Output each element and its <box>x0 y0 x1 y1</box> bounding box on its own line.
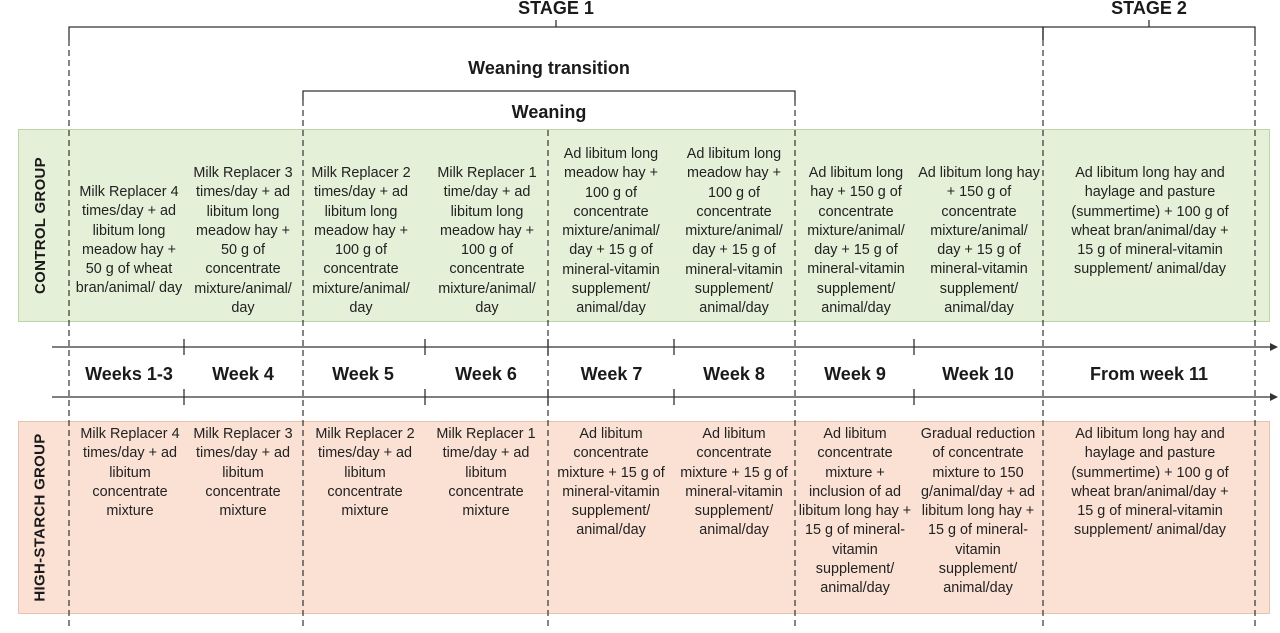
weaning-title: Weaning <box>511 102 587 122</box>
high-starch-diet-cell: Ad libitum concentrate mixture + inclusion of ad libitum long hay + 15 g of mineral-vitamin supplement/ animal/day <box>798 426 912 597</box>
weaning-transition-bracket <box>303 91 795 100</box>
high-starch-diet-cell: Ad libitum long hay and haylage and pasture (summertime) + 100 g of wheat bran/animal/day + 15 g of mineral-vitamin supplement/ animal/day <box>1071 426 1229 539</box>
high-starch-diet-cell: Ad libitum concentrate mixture + 15 g of mineral-vitamin supplement/ animal/day <box>557 426 665 539</box>
high-starch-diet-cell: Gradual reduction of concentrate mixture to 150 g/animal/day + ad libitum long hay + 15 g of mineral-vitamin supplement/ animal/day <box>920 426 1036 597</box>
control-diet-cell: Milk Replacer 1 time/day + ad libitum long meadow hay + 100 g of concentrate mixture/animal/ day <box>437 165 537 317</box>
week-label: Week 4 <box>212 364 274 384</box>
week-label: Week 10 <box>942 364 1014 384</box>
week-label: Week 5 <box>332 364 394 384</box>
week-label: From week 11 <box>1089 364 1209 384</box>
high-starch-diet-cell: Milk Replacer 4 times/day + ad libitum concentrate mixture <box>80 426 180 520</box>
week-label: Week 6 <box>455 364 517 384</box>
high-starch-diet-cell: Milk Replacer 1 time/day + ad libitum concentrate mixture <box>436 426 536 520</box>
timeline-arrow-top <box>1270 343 1278 351</box>
control-diet-cell: Milk Replacer 2 times/day + ad libitum long meadow hay + 100 g of concentrate mixture/animal/ day <box>311 165 411 317</box>
control-diet-cell: Ad libitum long meadow hay + 100 g of concentrate mixture/animal/ day + 15 g of mineral-vitamin supplement/ animal/day <box>562 146 660 317</box>
control-diet-cell: Ad libitum long hay and haylage and pasture (summertime) + 100 g of wheat bran/animal/day + 15 g of mineral-vitamin supplement/ animal/day <box>1071 165 1229 278</box>
stage2-bracket <box>1043 27 1255 40</box>
stage2-title: STAGE 2 <box>1111 0 1187 18</box>
control-diet-cell: Ad libitum long hay + 150 g of concentrate mixture/animal/ day + 15 g of mineral-vitamin supplement/ animal/day <box>918 165 1040 317</box>
high-starch-group-label: HIGH-STARCH GROUP <box>31 433 49 602</box>
stage1-bracket <box>69 27 1043 40</box>
control-diet-cell: Milk Replacer 3 times/day + ad libitum long meadow hay + 50 g of concentrate mixture/animal/ day <box>193 165 293 317</box>
week-label: Week 7 <box>580 364 643 384</box>
high-starch-diet-cell: Milk Replacer 3 times/day + ad libitum concentrate mixture <box>193 426 293 520</box>
high-starch-diet-cell: Milk Replacer 2 times/day + ad libitum concentrate mixture <box>315 426 415 520</box>
high-starch-diet-cell: Ad libitum concentrate mixture + 15 g of mineral-vitamin supplement/ animal/day <box>680 426 788 539</box>
timeline-arrow-bottom <box>1270 393 1278 401</box>
weaning-transition-title: Weaning transition <box>468 58 630 78</box>
control-diet-cell: Milk Replacer 4 times/day + ad libitum long meadow hay + 50 g of wheat bran/animal/ day <box>75 184 183 297</box>
control-group-label: CONTROL GROUP <box>31 157 49 294</box>
week-label: Week 9 <box>824 364 886 384</box>
stage1-title: STAGE 1 <box>518 0 594 18</box>
control-diet-cell: Ad libitum long meadow hay + 100 g of concentrate mixture/animal/ day + 15 g of mineral-vitamin supplement/ animal/day <box>685 146 783 317</box>
week-label: Week 8 <box>703 364 765 384</box>
control-diet-cell: Ad libitum long hay + 150 g of concentrate mixture/animal/ day + 15 g of mineral-vitamin supplement/ animal/day <box>807 165 905 317</box>
week-label: Weeks 1-3 <box>85 364 173 384</box>
